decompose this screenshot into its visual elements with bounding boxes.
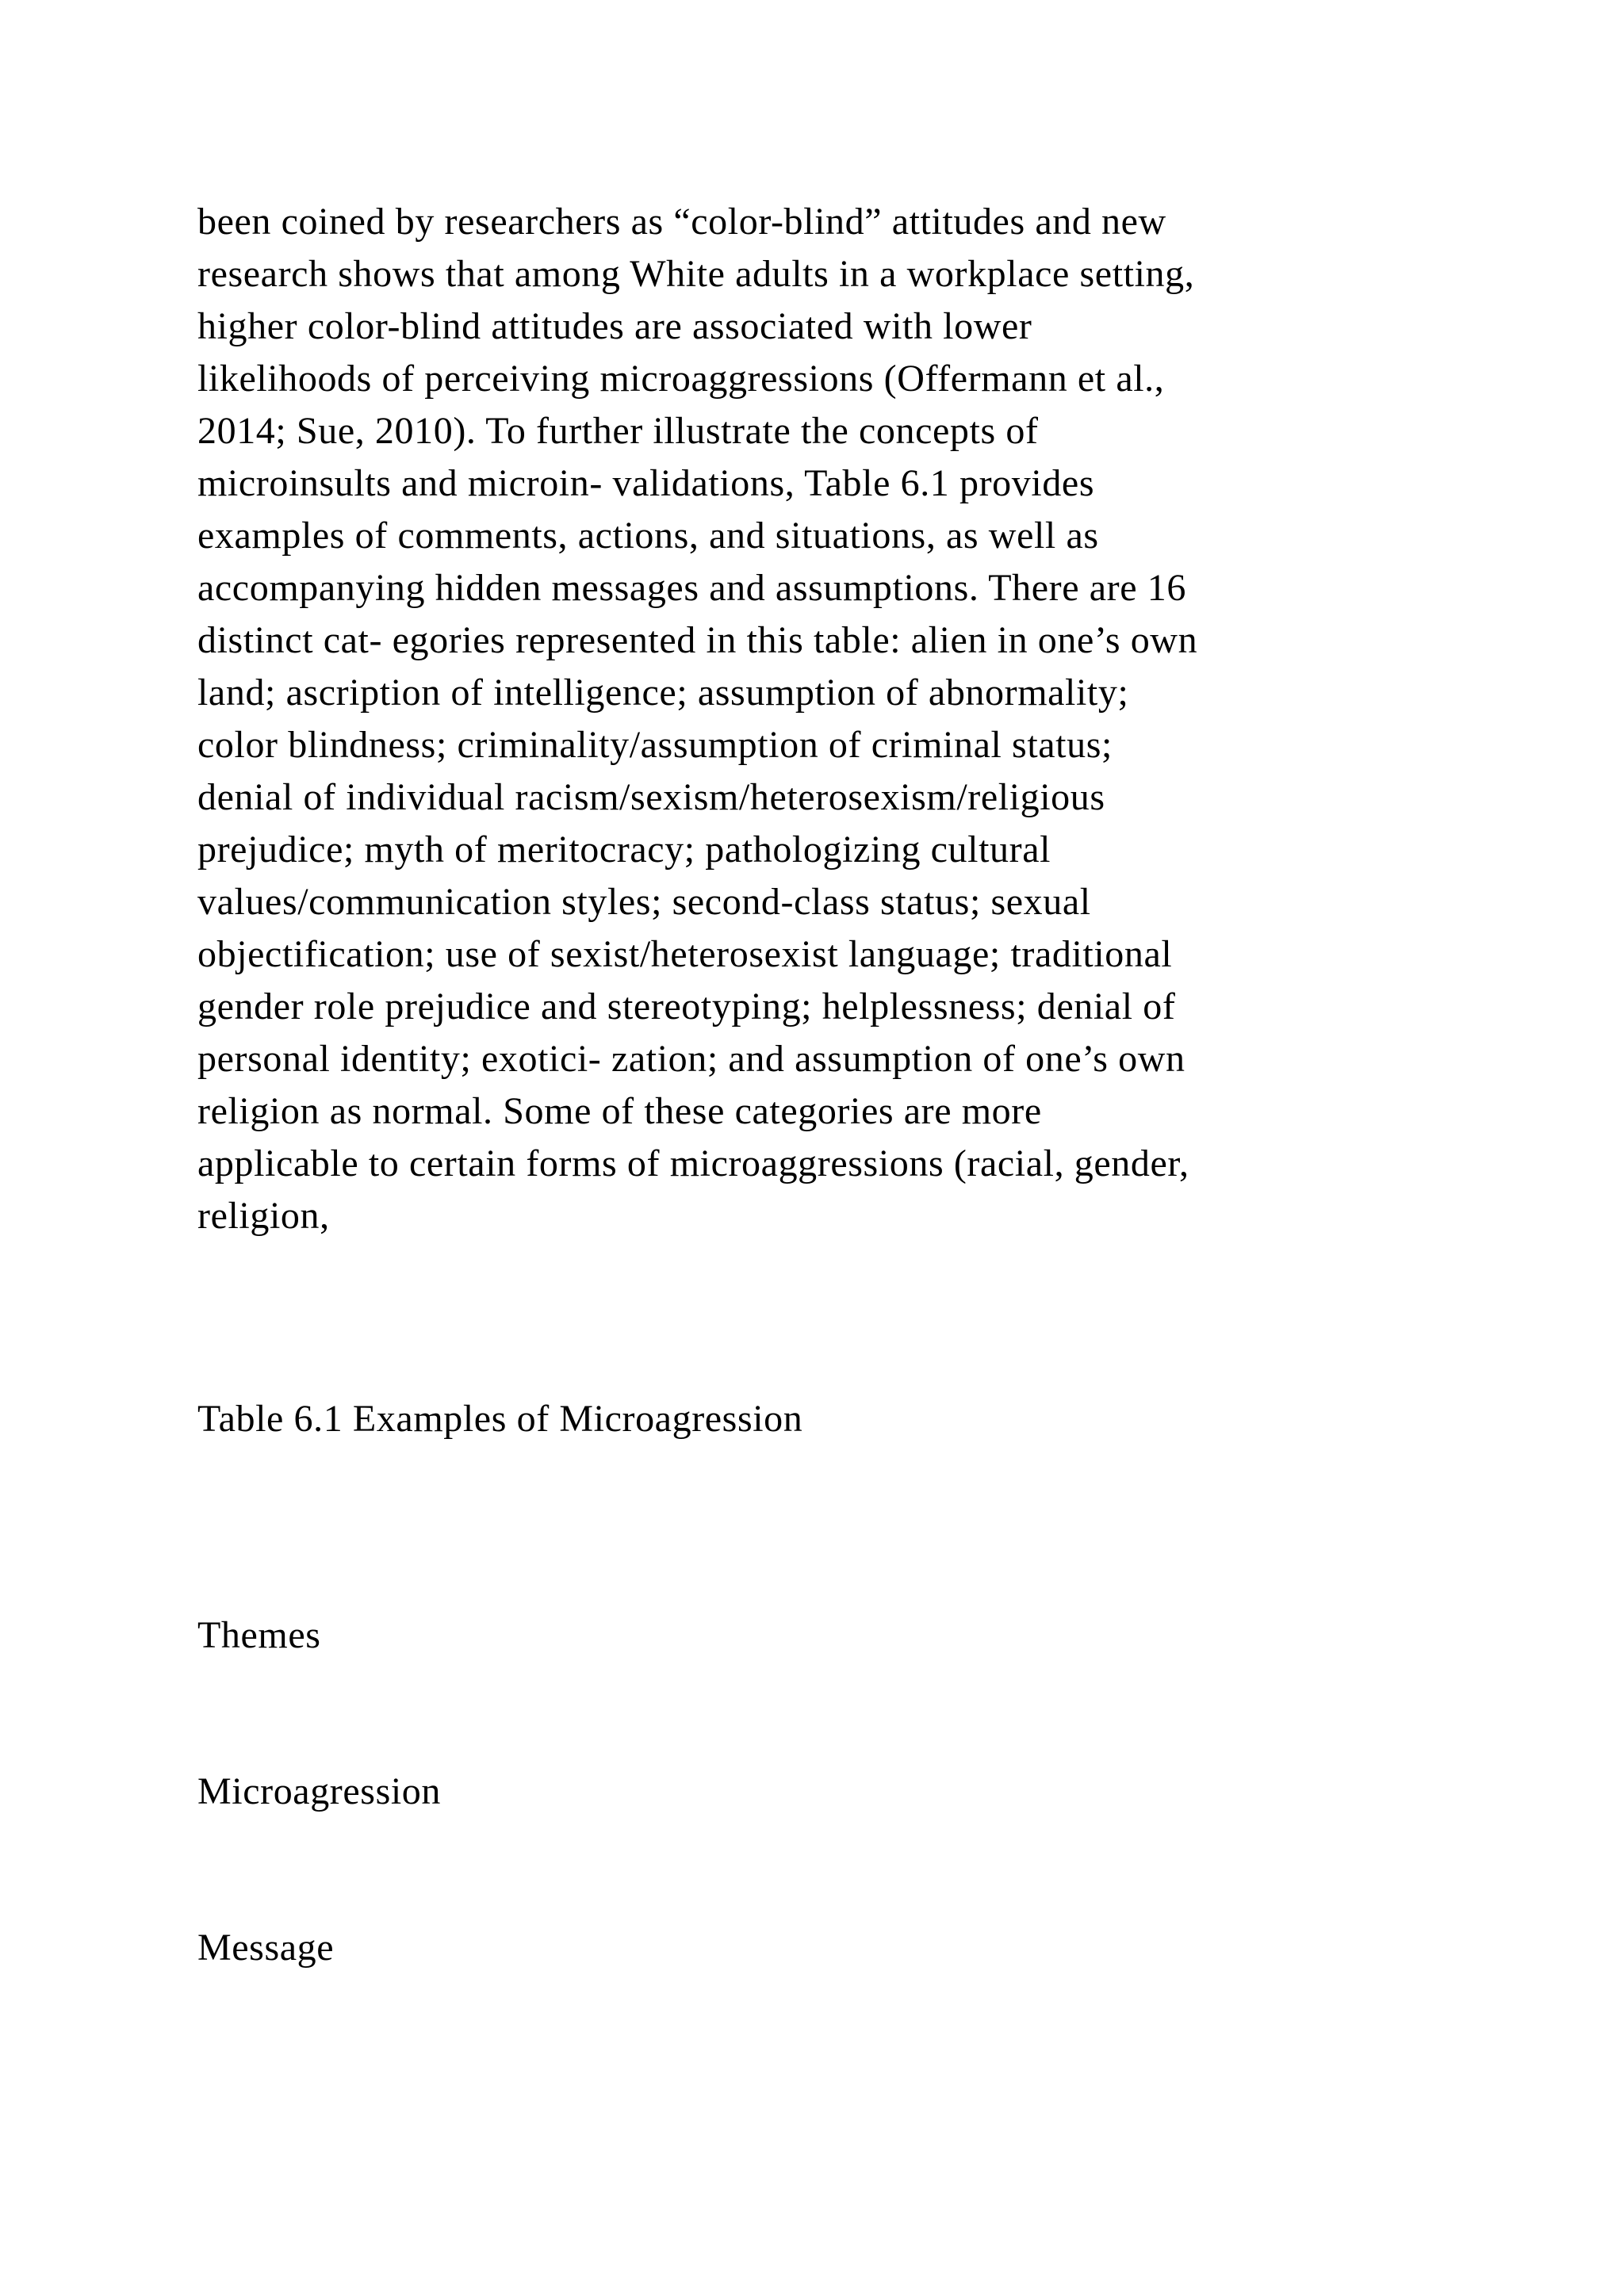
- body-paragraph: [197, 196, 1482, 1242]
- paragraph-line: values/communication styles; second-class status; sexual: [197, 881, 1091, 923]
- table-caption: Table 6.1 Examples of Microagression: [197, 1398, 803, 1440]
- paragraph-line: examples of comments, actions, and situations, as well as: [197, 515, 1099, 557]
- paragraph-line: religion as normal. Some of these categories are more: [197, 1090, 1042, 1132]
- paragraph-line: denial of individual racism/sexism/heterosexism/religious: [197, 776, 1105, 818]
- paragraph-line: 2014; Sue, 2010). To further illustrate the concepts of: [197, 410, 1039, 452]
- paragraph-line: likelihoods of perceiving microaggressions (Offermann et al.,: [197, 358, 1165, 400]
- paragraph-line: color blindness; criminality/assumption of criminal status;: [197, 724, 1113, 766]
- paragraph-line: higher color-blind attitudes are associated with lower: [197, 305, 1032, 347]
- paragraph-line: applicable to certain forms of microaggressions (racial, gender,: [197, 1142, 1189, 1184]
- paragraph-line: land; ascription of intelligence; assumption of abnormality;: [197, 672, 1129, 714]
- paragraph-line: gender role prejudice and stereotyping; helplessness; denial of: [197, 985, 1176, 1027]
- paragraph-line: prejudice; myth of meritocracy; pathologizing cultural: [197, 828, 1051, 871]
- paragraph-line: distinct cat- egories represented in this table: alien in one’s own: [197, 619, 1198, 661]
- paragraph-line: objectification; use of sexist/heterosexist language; traditional: [197, 933, 1173, 975]
- table-header-message: Message: [197, 1927, 335, 1969]
- table-header-microagression: Microagression: [197, 1770, 441, 1812]
- paragraph-line: personal identity; exotici- zation; and assumption of one’s own: [197, 1038, 1185, 1080]
- paragraph-line: religion,: [197, 1195, 330, 1237]
- paragraph-line: research shows that among White adults in a workplace setting,: [197, 253, 1195, 295]
- table-header-themes: Themes: [197, 1614, 321, 1656]
- paragraph-line: microinsults and microin- validations, Table 6.1 provides: [197, 462, 1095, 504]
- paragraph-line: accompanying hidden messages and assumptions. There are 16: [197, 567, 1186, 609]
- paragraph-line: been coined by researchers as “color-blind” attitudes and new: [197, 201, 1166, 243]
